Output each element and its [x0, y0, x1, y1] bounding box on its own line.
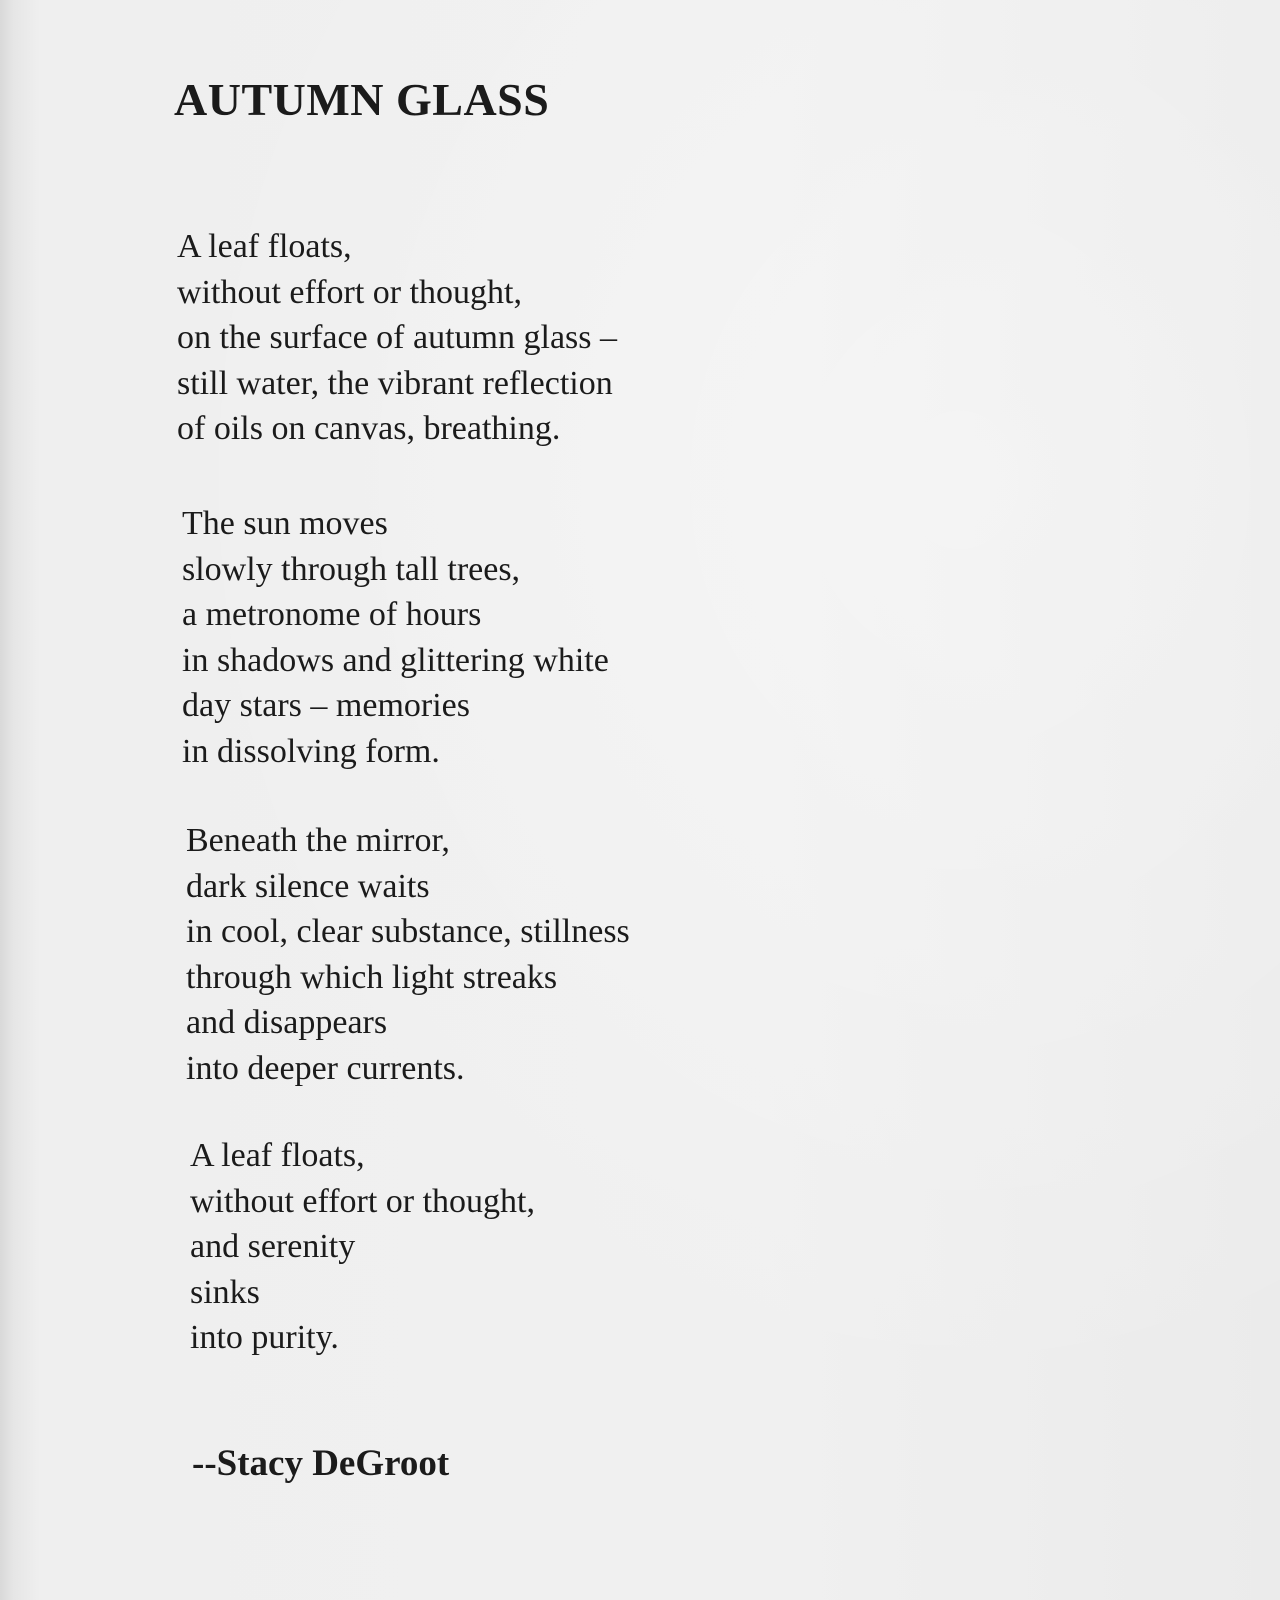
stanza-4 — [190, 1133, 535, 1361]
stanza-2 — [182, 501, 609, 774]
poem-line: through which light streaks — [186, 958, 558, 996]
poem-line: into purity. — [190, 1319, 339, 1356]
poem-line: in cool, clear substance, stillness — [186, 913, 630, 950]
poem-line: on the surface of autumn glass – — [177, 319, 617, 356]
poem-line: The sun moves — [182, 505, 388, 542]
poem-title: AUTUMN GLASS — [174, 74, 550, 125]
poem-line: A leaf floats, — [177, 228, 352, 265]
poem-line: without effort or thought, — [177, 273, 522, 311]
poem-line: a metronome of hours — [182, 596, 482, 633]
poem-line: slowly through tall trees, — [182, 550, 521, 588]
poem-line: and disappears — [186, 1004, 388, 1041]
stanza-3 — [186, 818, 630, 1091]
poem-line: Beneath the mirror, — [186, 822, 450, 859]
author-signature: --Stacy DeGroot — [192, 1443, 450, 1484]
poem-line: in dissolving form. — [182, 732, 440, 770]
poem-line: into deeper currents. — [186, 1049, 465, 1087]
poem-line: without effort or thought, — [190, 1182, 535, 1220]
poem-line: and serenity — [190, 1228, 356, 1265]
poem-line: in shadows and glittering white — [182, 641, 609, 679]
poem-line: dark silence waits — [186, 867, 430, 905]
poem-line: of oils on canvas, breathing. — [177, 410, 561, 447]
poem-line: day stars – memories — [182, 687, 470, 724]
poem-line: still water, the vibrant reflection — [177, 364, 613, 402]
poem-line: sinks — [190, 1273, 260, 1311]
poem-line: A leaf floats, — [190, 1137, 365, 1174]
stanza-1 — [177, 224, 617, 452]
